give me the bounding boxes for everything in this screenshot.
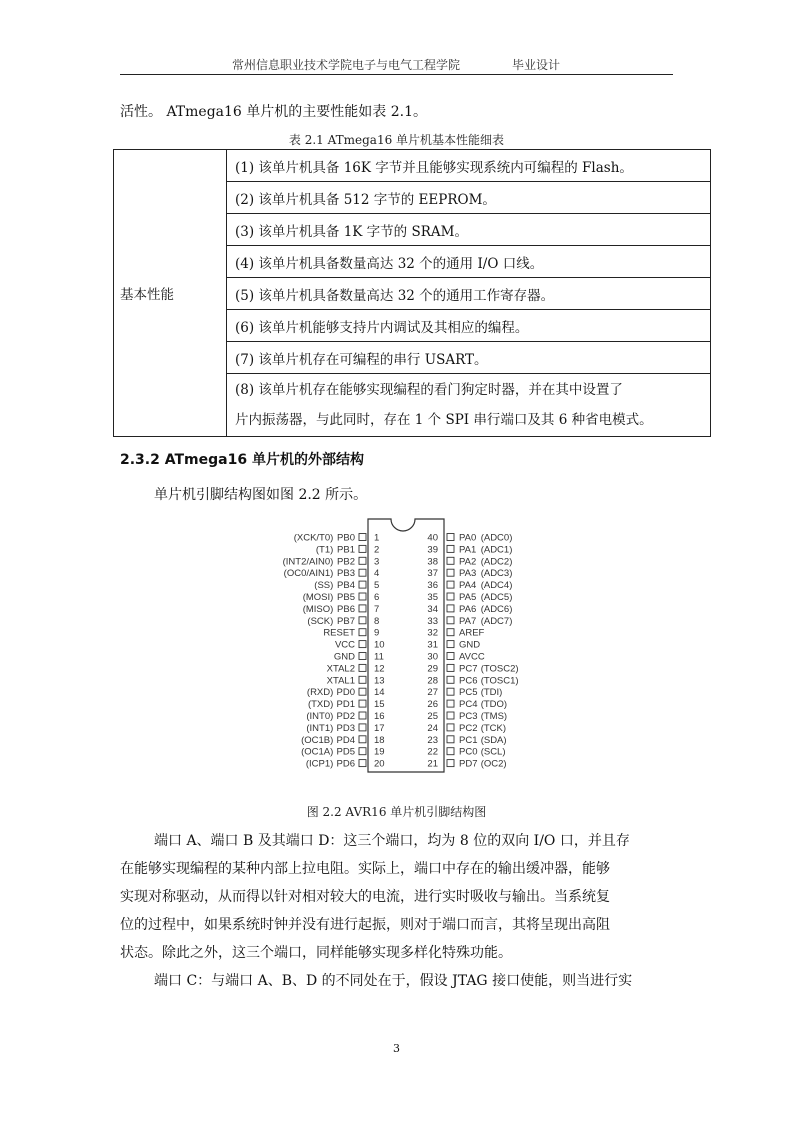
pin-number: 25: [427, 711, 438, 722]
pin-alt-function: (ADC2): [480, 556, 513, 568]
pin-alt-function: (ADC6): [480, 603, 513, 615]
pin-pad: [359, 629, 366, 636]
pin-pad: [447, 641, 454, 648]
pin-name: PC6: [459, 675, 478, 687]
pin-pad: [359, 617, 366, 624]
pin-number: 14: [374, 687, 385, 699]
pin-name: PC1: [459, 734, 478, 746]
pin-number: 22: [427, 746, 438, 758]
pin-30: [427, 652, 484, 663]
pin-name: XTAL2: [326, 663, 355, 675]
pin-name: PD5: [336, 746, 355, 758]
pin-number: 33: [427, 615, 438, 627]
pin-number: 10: [374, 639, 385, 651]
table-cell: (2) 该单片机具备 512 字节的 EEPROM。: [227, 182, 711, 214]
pin-pad: [447, 760, 454, 767]
pin-alt-function: (INT0): [306, 711, 334, 722]
pin-name: PD6: [336, 758, 355, 770]
pin-number: 40: [427, 532, 438, 544]
pin-number: 23: [427, 734, 438, 746]
pin-pad: [447, 629, 454, 636]
pin-name: PD1: [336, 699, 355, 711]
pin-number: 17: [374, 722, 385, 734]
pin-name: PC0: [459, 746, 478, 758]
pin-alt-function: (SDA): [480, 734, 507, 746]
pin-number: 19: [374, 746, 385, 758]
pin-number: 13: [374, 675, 385, 687]
table-row: [114, 150, 711, 182]
pin-name: PD4: [336, 734, 355, 746]
pin-13: [327, 675, 385, 686]
pin-pad: [447, 617, 454, 624]
pin-pad: [359, 534, 366, 541]
pin-name: GND: [459, 639, 481, 651]
pin-alt-function: (MISO): [302, 603, 334, 615]
pin-name: PB3: [337, 568, 355, 580]
pin-pad: [447, 593, 454, 600]
table-cell: (4) 该单片机具备数量高达 32 个的通用 I/O 口线。: [227, 246, 711, 278]
pin-alt-function: (XCK/T0): [293, 532, 334, 544]
pin-number: 21: [427, 758, 438, 770]
pin-pad: [447, 664, 454, 671]
pin-name: AVCC: [459, 651, 485, 663]
pin-pad: [447, 748, 454, 755]
pin-number: 28: [427, 675, 438, 687]
body-line: 在能够实现编程的某种内部上拉电阻。实际上，端口中存在的输出缓冲器，能够: [120, 861, 610, 877]
pin-name: VCC: [334, 639, 355, 651]
pin-pad: [447, 534, 454, 541]
pin-pad: [447, 653, 454, 660]
pin-pad: [447, 724, 454, 731]
figure-caption: 图 2.2 AVR16 单片机引脚结构图: [306, 805, 487, 819]
pin-alt-function: (ADC5): [480, 592, 513, 603]
pin-name: PA0: [459, 532, 477, 544]
pin-name: PB4: [337, 580, 355, 592]
pin-pad: [359, 664, 366, 671]
pin-pad: [359, 557, 366, 564]
table-cell: (1) 该单片机具备 16K 字节并且能够实现系统内可编程的 Flash。: [227, 150, 711, 182]
pin-alt-function: (SCK): [307, 615, 334, 627]
pin-number: 2: [374, 544, 380, 556]
pin-alt-function: (TOSC2): [480, 663, 519, 675]
pin-name: PB1: [337, 544, 355, 556]
pin-alt-function: (ADC4): [480, 580, 513, 592]
pin-pad: [359, 736, 366, 743]
pin-name: PD2: [336, 711, 355, 722]
pin-number: 9: [374, 627, 380, 639]
pin-pad: [359, 569, 366, 576]
pin-number: 32: [427, 627, 438, 639]
pin-number: 5: [374, 580, 380, 592]
pin-12: [327, 663, 385, 674]
table-cell: (6) 该单片机能够支持片内调试及其相应的编程。: [227, 310, 711, 342]
pin-15: [308, 699, 385, 710]
pin-alt-function: (ADC0): [480, 532, 513, 544]
pin-number: 8: [374, 615, 380, 627]
pin-alt-function: (TXD): [307, 699, 334, 711]
pin-name: PB7: [337, 615, 355, 627]
pin-pad: [447, 545, 454, 552]
table-cell: (5) 该单片机具备数量高达 32 个的通用工作寄存器。: [227, 278, 711, 310]
pin-number: 11: [374, 651, 384, 663]
pin-name: PB6: [337, 603, 355, 615]
pin-10: [335, 640, 385, 651]
pin-name: PA5: [459, 592, 477, 603]
pin-name: PB5: [337, 592, 355, 603]
pin-alt-function: (ICP1): [305, 758, 334, 770]
pin-alt-function: (INT2/AIN0): [282, 556, 334, 568]
pin-alt-function: (INT1): [306, 722, 334, 734]
pin-number: 16: [374, 711, 385, 722]
pin-31: [427, 640, 480, 651]
pin-name: PB0: [337, 532, 355, 544]
table-cell-multiline: [227, 374, 711, 437]
pin-number: 1: [374, 532, 380, 544]
table-category: 基本性能: [114, 150, 227, 437]
pin-alt-function: (ADC7): [480, 615, 513, 627]
pin-alt-function: (ADC3): [480, 568, 513, 580]
pin-name: PB2: [337, 556, 355, 568]
pin-number: 26: [427, 699, 438, 711]
pin-number: 15: [374, 699, 385, 711]
table-cell: (7) 该单片机存在可编程的串行 USART。: [227, 342, 711, 374]
pin-number: 12: [374, 663, 385, 675]
table-caption: 表 2.1 ATmega16 单片机基本性能细表: [288, 133, 505, 147]
pin-1: [294, 533, 380, 544]
pin-name: PA7: [459, 615, 477, 627]
pin-name: RESET: [323, 627, 355, 639]
body-line: 端口 C：与端口 A、B、D 的不同处在于，假设 JTAG 接口使能，则当进行实: [154, 973, 633, 989]
pin-pad: [447, 581, 454, 588]
pin-alt-function: (ADC1): [480, 544, 513, 556]
pin-pad: [447, 700, 454, 707]
pin-name: PD3: [336, 722, 355, 734]
pin-11: [334, 652, 384, 663]
pin-pad: [359, 641, 366, 648]
pin-alt-function: (RXD): [306, 687, 334, 699]
pin-alt-function: (OC0/AIN1): [283, 568, 334, 580]
pin-number: 6: [374, 592, 380, 603]
pin-name: PC3: [459, 711, 478, 722]
pin-name: PD0: [336, 687, 355, 699]
body-line: 端口 A、端口 B 及其端口 D：这三个端口，均为 8 位的双向 I/O 口，并且存: [154, 833, 630, 849]
pin-number: 29: [427, 663, 438, 675]
pin-alt-function: (TOSC1): [480, 675, 519, 687]
pin-pad: [359, 712, 366, 719]
header-doc-type: 毕业设计: [512, 58, 561, 72]
pin-pad: [447, 569, 454, 576]
intro-text: 活性。 ATmega16 单片机的主要性能如表 2.1。: [120, 104, 427, 120]
pin-pad: [447, 736, 454, 743]
pin-name: AREF: [459, 627, 485, 639]
pin-pad: [447, 676, 454, 683]
pin-pad: [359, 688, 366, 695]
pin-pad: [359, 653, 366, 660]
pin-alt-function: (SS): [314, 580, 334, 592]
pin-alt-function: (TDO): [480, 699, 508, 711]
pin-number: 27: [427, 687, 438, 699]
pin-name: PA3: [459, 568, 477, 580]
body-line: 状态。除此之外，这三个端口，同样能够实现多样化特殊功能。: [120, 945, 512, 961]
pin-alt-function: (SCL): [480, 746, 506, 758]
pin-number: 18: [374, 734, 385, 746]
pin-number: 30: [427, 651, 438, 663]
table-cell-line: 片内振荡器，与此同时，存在 1 个 SPI 串行端口及其 6 种省电模式。: [235, 412, 653, 428]
table-cell-line: (8) 该单片机存在能够实现编程的看门狗定时器，并在其中设置了: [235, 382, 623, 398]
pin-number: 7: [374, 603, 380, 615]
pin-number: 39: [427, 544, 438, 556]
pin-32: [427, 628, 484, 639]
pin-pad: [359, 724, 366, 731]
pin-alt-function: (TCK): [480, 722, 507, 734]
pin-number: 4: [374, 568, 380, 580]
pin-pad: [447, 557, 454, 564]
pin-pad: [359, 605, 366, 612]
pin-number: 35: [427, 592, 438, 603]
pin-pad: [447, 688, 454, 695]
pin-pad: [359, 676, 366, 683]
pin-number: 20: [374, 758, 385, 770]
pin-number: 37: [427, 568, 438, 580]
pin-name: PC7: [459, 663, 478, 675]
pin-number: 31: [427, 639, 438, 651]
body-line: 位的过程中，如果系统时钟并没有进行起振，则对于端口而言，其将呈现出高阻: [120, 917, 610, 933]
pin-number: 3: [374, 556, 380, 568]
pin-3: [283, 556, 380, 567]
pin-number: 36: [427, 580, 438, 592]
pin-pad: [447, 605, 454, 612]
pin-name: PC5: [459, 687, 478, 699]
pin-alt-function: (TMS): [480, 711, 508, 722]
pinout-diagram: [270, 514, 530, 778]
pin-alt-function: (OC2): [480, 758, 507, 770]
pin-alt-function: (T1): [315, 544, 334, 556]
pin-name: PA2: [459, 556, 477, 568]
pin-name: PA6: [459, 603, 477, 615]
pin-name: PC2: [459, 722, 478, 734]
performance-table: [113, 149, 711, 437]
pin-pad: [359, 748, 366, 755]
pin-4: [284, 568, 380, 579]
pin-number: 34: [427, 603, 438, 615]
pin-pad: [359, 581, 366, 588]
pin-pad: [359, 760, 366, 767]
pin-alt-function: (MOSI): [302, 592, 334, 603]
pin-alt-function: (OC1A): [301, 746, 334, 758]
pin-number: 24: [427, 722, 438, 734]
pin-name: PD7: [459, 758, 478, 770]
page-number: 3: [393, 1042, 400, 1055]
pin-name: PA1: [459, 544, 477, 556]
table-cell: (3) 该单片机具备 1K 字节的 SRAM。: [227, 214, 711, 246]
header-institution: 常州信息职业技术学院电子与电气工程学院: [232, 58, 461, 72]
pin-name: PC4: [459, 699, 478, 711]
section-intro: 单片机引脚结构图如图 2.2 所示。: [154, 487, 368, 503]
pin-pad: [359, 593, 366, 600]
pin-name: PA4: [459, 580, 477, 592]
pin-pad: [447, 712, 454, 719]
section-heading: 2.3.2 ATmega16 单片机的外部结构: [120, 452, 364, 468]
pin-alt-function: (OC1B): [301, 734, 334, 746]
body-line: 实现对称驱动，从而得以针对相对较大的电流，进行实时吸收与输出。当系统复: [120, 889, 610, 905]
pin-name: XTAL1: [326, 675, 355, 687]
pin-number: 38: [427, 556, 438, 568]
pin-pad: [359, 545, 366, 552]
pin-pad: [359, 700, 366, 707]
pin-alt-function: (TDI): [480, 687, 503, 699]
page-header: [120, 54, 673, 75]
pin-name: GND: [333, 651, 355, 663]
